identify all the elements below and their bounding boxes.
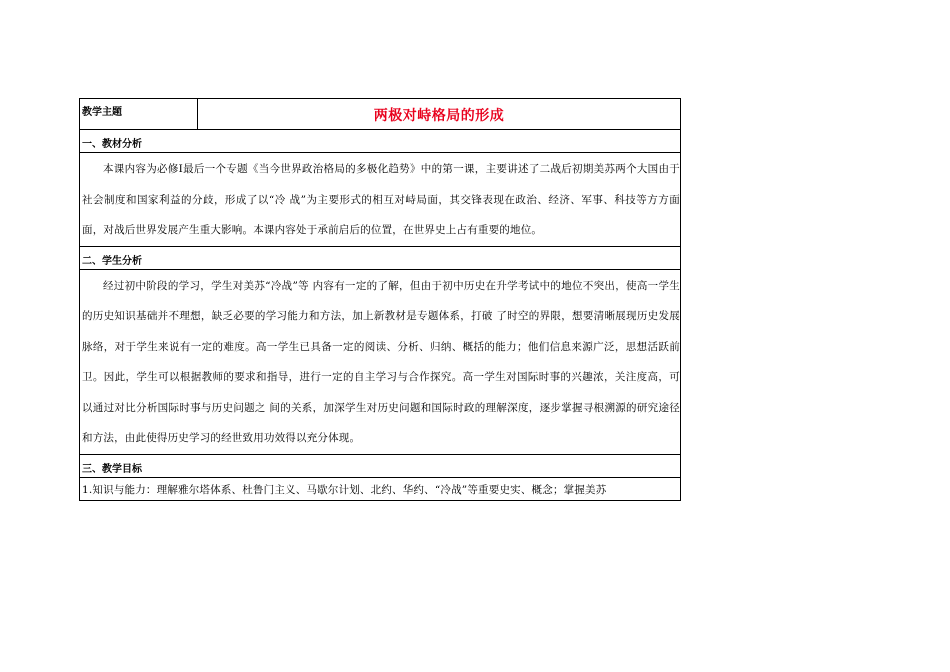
topic-label: 教学主题 — [80, 99, 198, 129]
lesson-title: 两极对峙格局的形成 — [373, 108, 505, 124]
section-body-student-analysis: 经过初中阶段的学习，学生对美苏“冷战”等 内容有一定的了解，但由于初中历史在升学考试中的地位不突出，使高一学生的历史知识基础并不理想，缺乏必要的学习能力和方法，加上新教材是专题体系，打破 了时空的界限，想要清晰展现历史发展脉络，对于学生来说有一定的难度。高一学生已具备一定的阅读、分析、归纳、概括的能力；他们信息来源广泛，思想活跃前 卫。因此，学生可以根据教师的要求和指导，进行一定的自主学习与合作探究。高一学生对国际时事的兴趣浓，关注度高，可以通过对比分析国际时事与历史问题之 间的关系，加深学生对历史问题和国际时政的理解深度，逐步掌握寻根溯源的研究途径和方法，由此使得历史学习的经世致用功效得以充分体现。 — [80, 269, 680, 454]
section-heading-teaching-goals: 三、教学目标 — [80, 454, 680, 477]
section-heading-textbook-analysis: 一、教材分析 — [80, 129, 680, 152]
lesson-plan-table — [79, 98, 681, 501]
topic-row — [80, 99, 680, 129]
section-body-teaching-goals: 1.知识与能力：理解雅尔塔体系、杜鲁门主义、马歇尔计划、北约、华约、“冷战”等重要史实、概念；掌握美苏 — [80, 477, 680, 500]
section-body-textbook-analysis: 本课内容为必修Ⅰ最后一个专题《当今世界政治格局的多极化趋势》中的第一课，主要讲述了二战后初期美苏两个大国由于社会制度和国家利益的分歧，形成了以“冷 战”为主要形式的相互对峙局面，其交锋表现在政治、经济、军事、科技等方方面面，对战后世界发展产生重大影响。本课内容处于承前启后的位置，在世界史上占有重要的地位。 — [80, 152, 680, 246]
section-heading-student-analysis: 二、学生分析 — [80, 246, 680, 269]
